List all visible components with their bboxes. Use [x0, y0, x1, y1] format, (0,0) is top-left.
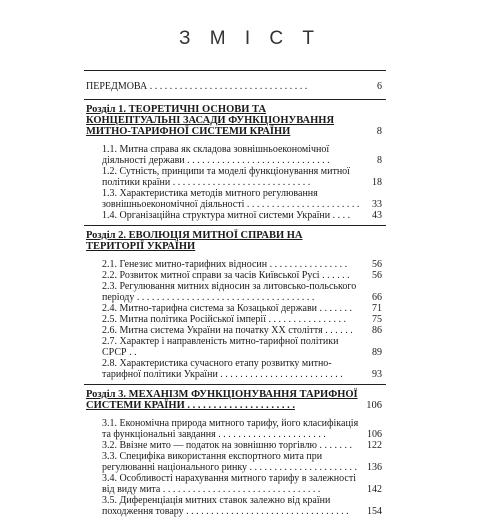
toc-chapter-1 — [84, 104, 386, 137]
toc-entry — [84, 166, 386, 188]
toc-entry — [84, 473, 386, 495]
toc-entry-text: 3.3. Специфіка використання експортного мита при регулюванні національного ринку . . . . . . . . . . . . . . . . . . . . . . — [102, 451, 358, 473]
toc-page-number: 106 — [367, 429, 382, 440]
toc-entry — [84, 210, 386, 221]
toc-page-number: 71 — [372, 303, 382, 314]
toc-entry-text: 1.2. Сутність, принципи та моделі функціонування митної політики країни . . . . . . . . . . . . . . . . . . . . . . . . . . . . — [102, 166, 350, 188]
toc-entry — [84, 188, 386, 210]
toc-entry — [84, 259, 386, 270]
toc-page-number: 86 — [372, 325, 382, 336]
toc-entry-text: ПЕРЕДМОВА . . . . . . . . . . . . . . . . . . . . . . . . . . . . . . . . — [86, 81, 308, 92]
toc-entry-text: 2.2. Розвиток митної справи за часів Київської Русі . . . . . . — [102, 270, 350, 281]
toc-page-number: 56 — [372, 270, 382, 281]
toc-entry — [84, 358, 386, 380]
toc-page-number: 75 — [372, 314, 382, 325]
toc-page-number: 122 — [367, 440, 382, 451]
toc-entry-text: 1.1. Митна справа як складова зовнішньоекономічної діяльності держави . . . . . . . . . . . . . . . . . . . . . . . . . . . . . — [102, 144, 330, 166]
toc-entry — [84, 440, 386, 451]
toc-entry — [84, 418, 386, 440]
toc-entry — [84, 495, 386, 517]
chapter-title: Розділ 3. МЕХАНІЗМ ФУНКЦІОНУВАННЯ ТАРИФНОЇ СИСТЕМИ КРАЇНИ . . . . . . . . . . . . . . . . . . . . . — [86, 389, 358, 411]
toc-entry-text: 3.4. Особливості нарахування митного тарифу в залежності від виду мита . . . . . . . . . . . . . . . . . . . . . . . . . . . . . . . . — [102, 473, 356, 495]
toc-entry-text: 2.3. Регулювання митних відносин за литовсько-польського періоду . . . . . . . . . . . . . . . . . . . . . . . . . . . . . . . . . . . . — [102, 281, 357, 303]
toc-page-number: 6 — [377, 81, 382, 92]
toc-entry — [84, 314, 386, 325]
toc-entry — [84, 270, 386, 281]
toc-page-number: 56 — [372, 259, 382, 270]
toc-entry-text: 3.1. Економічна природа митного тарифу, його класифікація та функціональні завдання . . . . . . . . . . . . . . . . . . . . . . — [102, 418, 359, 440]
toc-page-number: 8 — [377, 155, 382, 166]
chapter-title: Розділ 1. ТЕОРЕТИЧНІ ОСНОВИ ТА КОНЦЕПТУАЛЬНІ ЗАСАДИ ФУНКЦІОНУВАННЯ МИТНО-ТАРИФНОЇ СИСТЕМИ КРАЇНИ — [86, 104, 335, 137]
toc-page-number: 89 — [372, 347, 382, 358]
toc-chapter-3 — [84, 389, 386, 411]
toc-entry — [84, 325, 386, 336]
toc-page-number: 136 — [367, 462, 382, 473]
toc-entry-text: 3.2. Ввізне мито — податок на зовнішню торгівлю . . . . . . . — [102, 440, 352, 451]
toc-page-number: 93 — [372, 369, 382, 380]
toc-entry-text: 2.5. Митна політика Російської імперії . . . . . . . . . . . . . . . . — [102, 314, 346, 325]
toc-entry-text: 2.6. Митна система України на початку XX століття . . . . . . — [102, 325, 353, 336]
toc-page-number: 154 — [367, 506, 382, 517]
toc-page-number: 66 — [372, 292, 382, 303]
toc-page-number: 18 — [372, 177, 382, 188]
toc-entry-text: 2.4. Митно-тарифна система за Козацької держави . . . . . . . — [102, 303, 353, 314]
toc-page-number: 8 — [376, 126, 382, 137]
toc-page-number: 142 — [367, 484, 382, 495]
toc-page-number: 33 — [372, 199, 382, 210]
toc-entry-text: 3.5. Диференціація митних ставок залежно від країни походження товару . . . . . . . . . . . . . . . . . . . . . . . . . . . . . . . . . — [102, 495, 349, 517]
toc-entry — [84, 451, 386, 473]
chapter-title: Розділ 2. ЕВОЛЮЦІЯ МИТНОЇ СПРАВИ НА ТЕРИТОРІЇ УКРАЇНИ — [86, 230, 303, 252]
toc-entry-text: 1.3. Характеристика методів митного регулювання зовнішньоекономічної діяльності . . . . . . . . . . . . . . . . . . . . . . . — [102, 188, 360, 210]
toc-entry-foreword — [84, 81, 386, 92]
toc-entry — [84, 281, 386, 303]
toc-page-number: 106 — [366, 400, 382, 411]
toc-entry-text: 2.1. Генезис митно-тарифних відносин . . . . . . . . . . . . . . . . — [102, 259, 348, 270]
table-of-contents — [84, 70, 386, 517]
toc-chapter-2 — [84, 230, 386, 252]
page-title: З М І С Т — [178, 28, 322, 49]
toc-entry — [84, 303, 386, 314]
toc-entry-text: 1.4. Організаційна структура митної системи України . . . . — [102, 210, 351, 221]
toc-entry — [84, 336, 386, 358]
toc-page-number: 43 — [372, 210, 382, 221]
toc-entry-text: 2.8. Характеристика сучасного етапу розвитку митно-тарифної політики України . . . . . . . . . . . . . . . . . . . . . . . . . — [102, 358, 343, 380]
toc-entry — [84, 144, 386, 166]
toc-entry-text: 2.7. Характер і направленість митно-тарифної політики СРСР . . — [102, 336, 339, 358]
